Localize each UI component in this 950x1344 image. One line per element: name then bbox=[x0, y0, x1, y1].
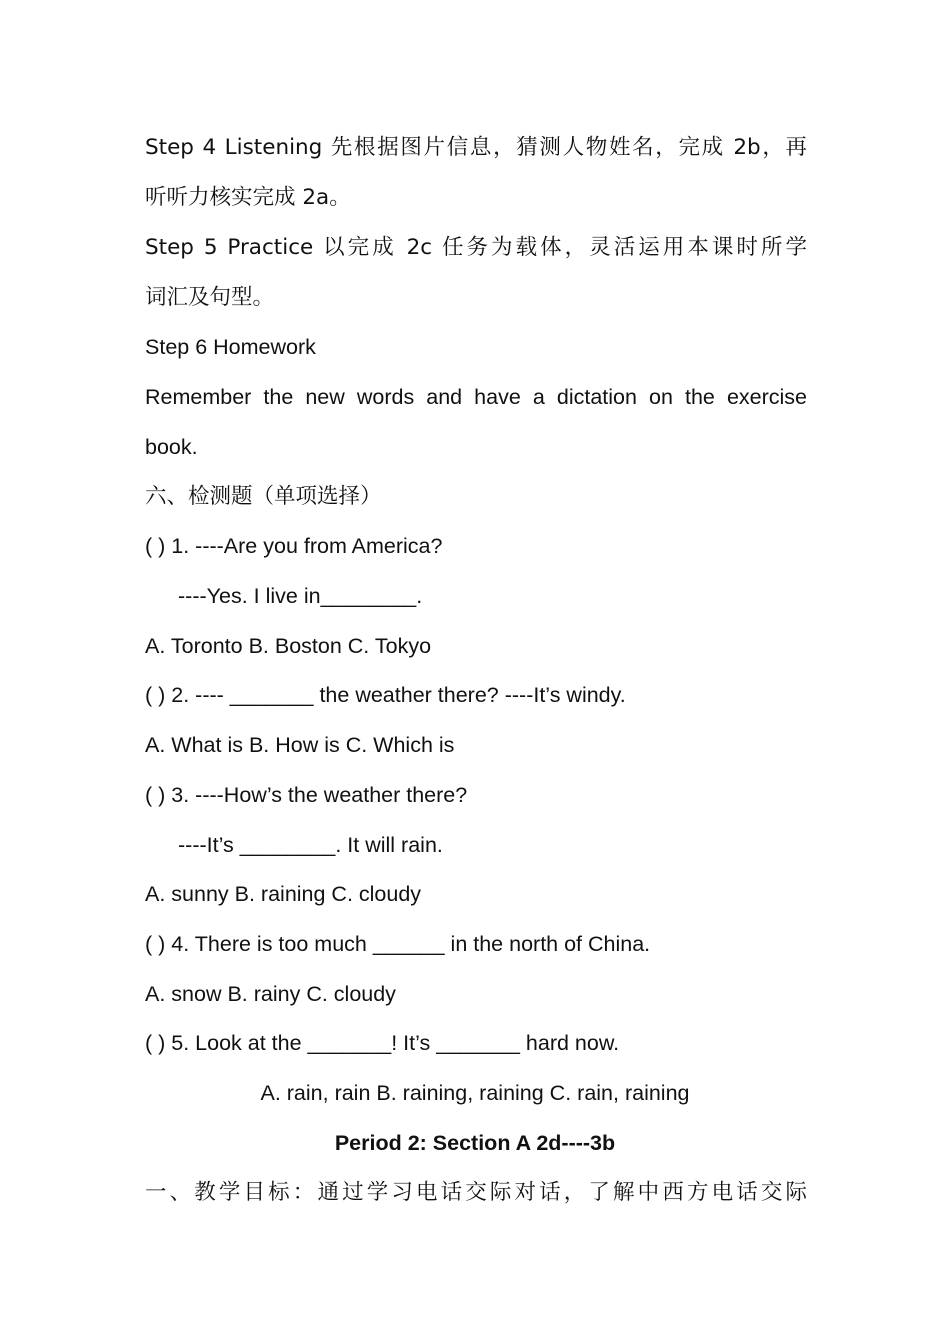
step-5-text: Step 5 Practice 以完成 2c 任务为载体，灵活运用本课时所学 bbox=[145, 235, 807, 260]
question-4: ( ) 4. There is too much ______ in the north of China. bbox=[145, 932, 651, 956]
step-6-heading: Step 6 Homework bbox=[145, 335, 316, 359]
question-3-answer-line: ----It’s ________. It will rain. bbox=[178, 833, 443, 857]
question-4-options: A. snow B. rainy C. cloudy bbox=[145, 982, 396, 1006]
question-5-options: A. rain, rain B. raining, raining C. rain, raining bbox=[260, 1081, 690, 1105]
question-3-options: A. sunny B. raining C. cloudy bbox=[145, 882, 422, 906]
question-1: ( ) 1. ----Are you from America? bbox=[145, 534, 443, 558]
section-heading-test: 六、检测题（单项选择） bbox=[145, 484, 382, 509]
step-4-text: Step 4 Listening 先根据图片信息，猜测人物姓名，完成 2b，再 bbox=[145, 135, 807, 160]
step-4-text-cont: 听听力核实完成 2a。 bbox=[145, 185, 351, 210]
question-3: ( ) 3. ----How’s the weather there? bbox=[145, 783, 468, 807]
question-1-options: A. Toronto B. Boston C. Tokyo bbox=[145, 634, 432, 658]
teaching-goal-text: 一、教学目标：通过学习电话交际对话，了解中西方电话交际 bbox=[145, 1180, 807, 1205]
question-5: ( ) 5. Look at the _______! It’s _______ hard now. bbox=[145, 1031, 620, 1055]
question-2-options: A. What is B. How is C. Which is bbox=[145, 733, 455, 757]
homework-text: Remember the new words and have a dictation on the exercise bbox=[145, 385, 807, 409]
question-2: ( ) 2. ---- _______ the weather there? ----It’s windy. bbox=[145, 683, 626, 707]
question-1-answer-line: ----Yes. I live in________. bbox=[178, 584, 423, 608]
homework-text-cont: book. bbox=[145, 435, 198, 459]
step-5-text-cont: 词汇及句型。 bbox=[145, 285, 275, 310]
period-2-heading: Period 2: Section A 2d----3b bbox=[334, 1131, 616, 1155]
